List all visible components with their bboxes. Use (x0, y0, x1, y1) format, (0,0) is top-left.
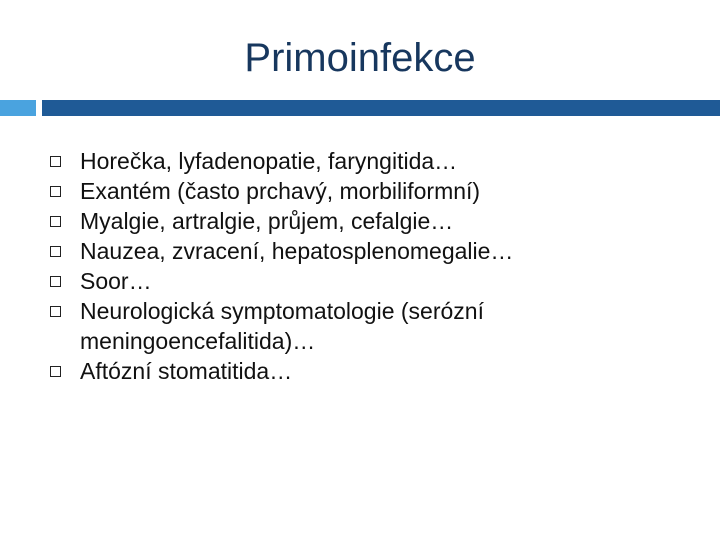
square-bullet-icon (50, 306, 61, 317)
bullet-item (0, 236, 640, 266)
bullet-item (0, 206, 640, 236)
square-bullet-icon (50, 156, 61, 167)
bullet-item (0, 266, 640, 296)
bullet-text: Nauzea, zvracení, hepatosplenomegalie… (80, 238, 514, 264)
title-divider-bar (42, 100, 720, 116)
slide-title: Primoinfekce (244, 36, 476, 80)
bullet-text: Myalgie, artralgie, průjem, cefalgie… (80, 208, 454, 234)
bullet-text: Neurologická symptomatologie (serózní meningoencefalitida)… (80, 298, 484, 354)
square-bullet-icon (50, 246, 61, 257)
square-bullet-icon (50, 276, 61, 287)
bullet-text: Aftózní stomatitida… (80, 358, 293, 384)
bullet-item (0, 356, 640, 386)
bullet-item (0, 146, 640, 176)
title-accent-bar (0, 100, 36, 116)
bullet-list (0, 146, 720, 386)
bullet-item (0, 296, 640, 356)
bullet-text: Exantém (často prchavý, morbiliformní) (80, 178, 481, 204)
bullet-text: Horečka, lyfadenopatie, faryngitida… (80, 148, 458, 174)
square-bullet-icon (50, 366, 61, 377)
square-bullet-icon (50, 186, 61, 197)
square-bullet-icon (50, 216, 61, 227)
bullet-text: Soor… (80, 268, 152, 294)
bullet-item (0, 176, 640, 206)
